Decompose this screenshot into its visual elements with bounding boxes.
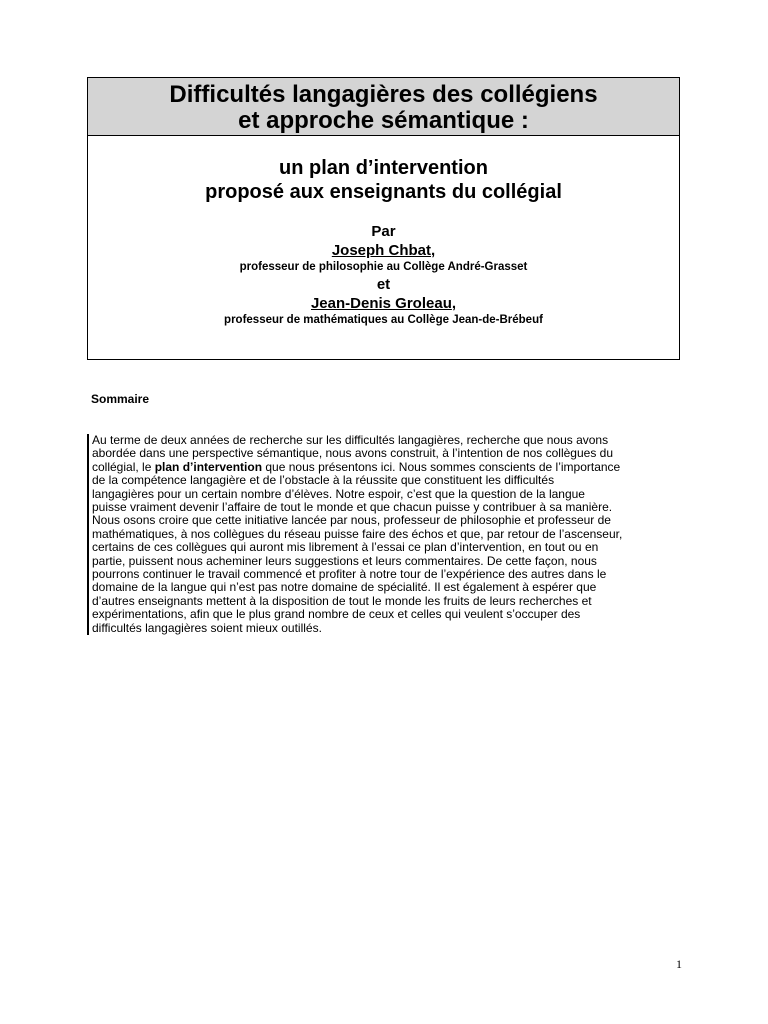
summary-paragraph: [87, 434, 705, 635]
summary-line-3-rest: que nous présentons ici. Nous sommes conscients de l’importance: [262, 459, 621, 474]
main-title-line-2: et approche sémantique :: [238, 107, 529, 134]
title-box: [87, 77, 680, 360]
author-2-affiliation: professeur de mathématiques au Collège Jean-de-Brébeuf: [224, 314, 543, 326]
subtitle-line-1: un plan d’intervention: [279, 157, 488, 179]
summary-line-5: langagières pour un certain nombre d’élèves. Notre espoir, c’est que la question de la langue: [92, 486, 585, 501]
summary-line-9: certains de ces collègues qui auront mis librement à l’essai ce plan d’intervention, en tout ou en: [92, 540, 599, 555]
summary-line-12: domaine de la langue qui n’est pas notre domaine de spécialité. Il est également à espérer que: [92, 580, 597, 595]
title-band: [88, 78, 679, 136]
summary-line-1: Au terme de deux années de recherche sur les difficultés langagières, recherche que nous avons: [92, 433, 609, 447]
author-2-name-text: Jean-Denis Groleau: [310, 295, 452, 312]
author-1-affiliation: professeur de philosophie au Collège André-Grasset: [239, 261, 528, 273]
summary-bold-phrase: plan d’intervention: [154, 459, 263, 474]
author-2-name: Jean-Denis Groleau,: [310, 295, 457, 312]
authors-block: [88, 222, 679, 328]
summary-line-7: Nous osons croire que cette initiative lancée par nous, professeur de philosophie et professeur de: [92, 513, 611, 528]
summary-line-3-start: collégial, le: [92, 459, 155, 474]
summary-line-6: puisse vraiment devenir l’affaire de tout le monde et que chacun puisse y contribuer à sa manière.: [92, 500, 613, 515]
author-1-name-text: Joseph Chbat: [331, 242, 431, 259]
summary-line-14: expérimentations, afin que le plus grand nombre de ceux et celles qui veulent s’occuper des: [92, 607, 581, 622]
et-label: et: [376, 276, 391, 293]
subtitle: [88, 156, 679, 204]
summary-line-3: [92, 461, 705, 474]
page-number: 1: [676, 957, 682, 971]
summary-line-13: d’autres enseignants mettent à la disposition de tout le monde les fruits de leurs recherches et: [92, 593, 592, 608]
summary-line-2: abordée dans une perspective sémantique, nous avons construit, à l’intention de nos collègues du: [92, 446, 614, 461]
summary-line-4: de la compétence langagière et de l’obstacle à la réussite que constituent les difficultés: [92, 473, 555, 488]
main-title-line-1: Difficultés langagières des collégiens: [169, 81, 598, 108]
summary-line-8: mathématiques, à nos collègues du réseau puisse faire des échos et que, par retour de l’ascenseur,: [92, 526, 623, 541]
summary-heading: Sommaire: [91, 392, 150, 406]
author-1-name: Joseph Chbat,: [331, 242, 436, 259]
summary-line-15: difficultés langagières soient mieux outillés.: [92, 620, 322, 635]
summary-line-10: partie, puissent nous acheminer leurs suggestions et leurs commentaires. De cette façon, nous: [92, 553, 597, 568]
par-label: Par: [371, 223, 396, 240]
subtitle-line-2: proposé aux enseignants du collégial: [205, 181, 562, 203]
summary-line-11: pourrons continuer le travail commencé et profiter à notre tour de l’expérience des autres dans le: [92, 567, 607, 582]
